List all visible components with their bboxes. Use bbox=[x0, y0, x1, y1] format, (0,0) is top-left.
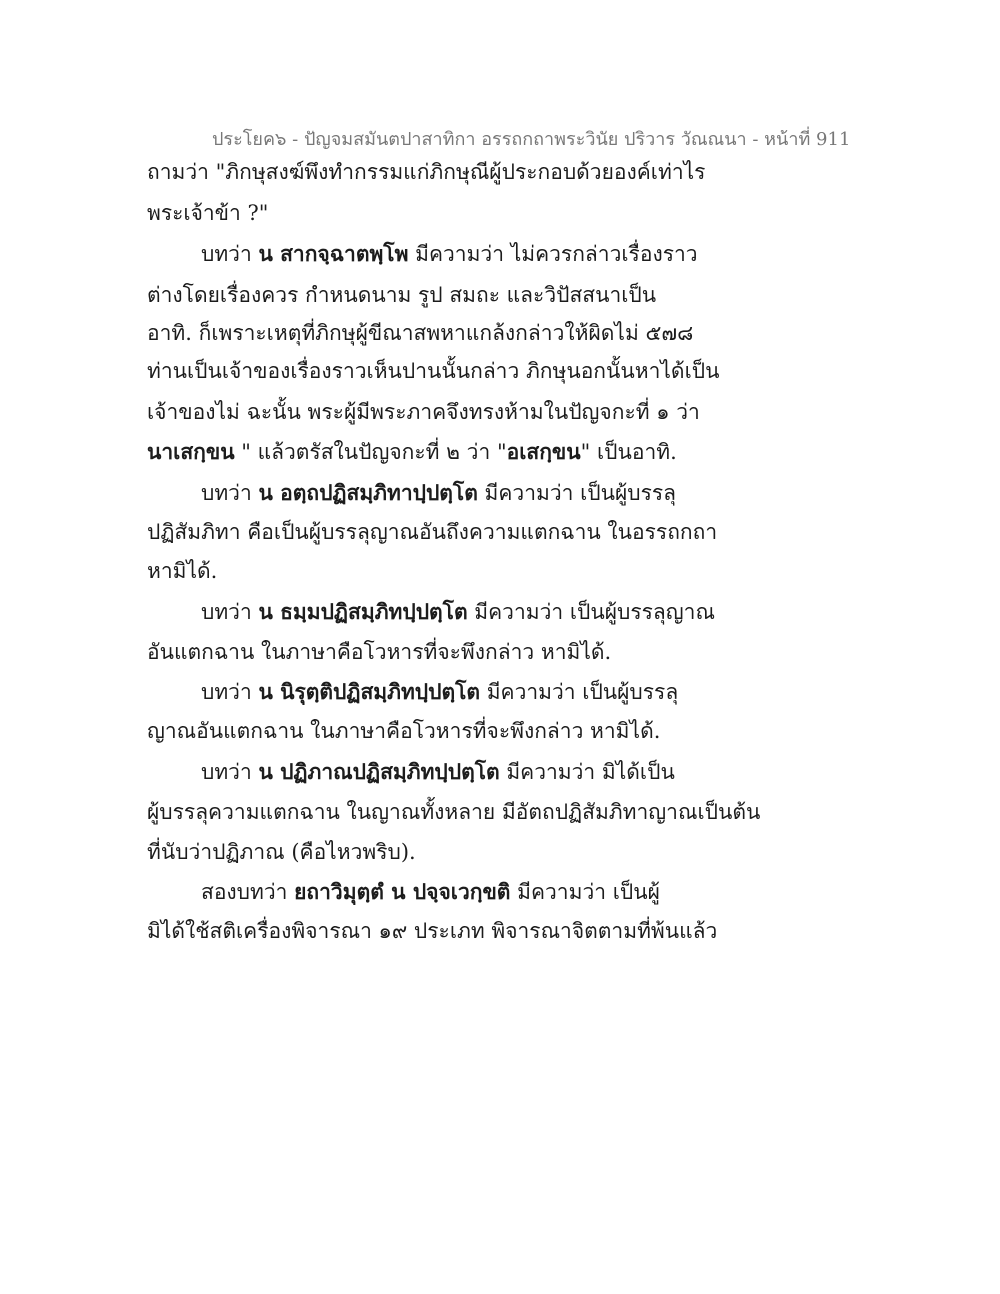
line-text: หามิได้. bbox=[147, 559, 218, 583]
line-text: " เป็นอาทิ. bbox=[580, 440, 677, 464]
text-line bbox=[201, 758, 675, 786]
text-line bbox=[147, 438, 677, 466]
pali-term: นาเสกฺขน bbox=[147, 439, 235, 464]
text-line bbox=[201, 598, 715, 626]
text-line bbox=[201, 878, 660, 906]
line-text: มิได้ใช้สติเครื่องพิจารณา ๑๙ ประเภท พิจารณาจิตตามที่พ้นแล้ว bbox=[147, 919, 718, 943]
text-line bbox=[201, 678, 678, 706]
text-line bbox=[147, 281, 656, 309]
line-text: บทว่า bbox=[201, 600, 259, 624]
line-text: ผู้บรรลุความแตกฉาน ในญาณทั้งหลาย มีอัตถปฏิสัมภิทาญาณเป็นต้น bbox=[147, 800, 761, 824]
line-text: พระเจ้าข้า ?" bbox=[147, 201, 269, 225]
text-line bbox=[147, 557, 217, 585]
pali-term: น สากจฺฉาตพฺโพ bbox=[258, 241, 409, 266]
text-line bbox=[201, 240, 698, 268]
pali-term: น ธมฺมปฏิสมฺภิทปฺปตฺโต bbox=[258, 599, 468, 624]
line-text: ถามว่า "ภิกษุสงฆ์พึงทำกรรมแก่ภิกษุณีผู้ประกอบด้วยองค์เท่าไร bbox=[147, 160, 706, 184]
line-text: เจ้าของไม่ ฉะนั้น พระผู้มีพระภาคจึงทรงห้ามในปัญจกะที่ ๑ ว่า bbox=[147, 400, 700, 424]
pali-term: ยถาวิมุตฺตํ น ปจฺจเวกฺขติ bbox=[294, 879, 511, 904]
text-line bbox=[147, 798, 760, 826]
line-text: ต่างโดยเรื่องควร กำหนดนาม รูป สมถะ และวิปัสสนาเป็น bbox=[147, 283, 657, 307]
text-line bbox=[147, 638, 611, 666]
pali-term: น อตฺถปฏิสมฺภิทาปฺปตฺโต bbox=[258, 480, 478, 505]
text-line bbox=[201, 479, 676, 507]
line-text: มีความว่า ไม่ควรกล่าวเรื่องราว bbox=[408, 242, 698, 266]
page-header: ประโยค๖ - ปัญจมสมันตปาสาทิกา อรรถกถาพระวินัย ปริวาร วัณณนา - หน้าที่ 911 bbox=[212, 129, 851, 150]
line-text: มีความว่า มิได้เป็น bbox=[499, 760, 675, 784]
line-text: มีความว่า เป็นผู้บรรลุ bbox=[480, 680, 679, 704]
text-line bbox=[147, 357, 719, 385]
pali-term: น นิรุตฺติปฏิสมฺภิทปฺปตฺโต bbox=[258, 679, 481, 704]
line-text: สองบทว่า bbox=[201, 880, 295, 904]
line-text: มีความว่า เป็นผู้บรรลุ bbox=[477, 481, 677, 505]
text-line bbox=[147, 518, 717, 546]
line-text: บทว่า bbox=[201, 680, 259, 704]
line-text: ปฏิสัมภิทา คือเป็นผู้บรรลุญาณอันถึงความแตกฉาน ในอรรถกถา bbox=[147, 520, 718, 544]
line-text: ที่นับว่าปฏิภาณ (คือไหวพริบ). bbox=[147, 840, 416, 864]
line-text: บทว่า bbox=[201, 760, 259, 784]
line-text: อันแตกฉาน ในภาษาคือโวหารที่จะพึงกล่าว หามิได้. bbox=[147, 640, 612, 664]
line-text: มีความว่า เป็นผู้ bbox=[510, 880, 660, 904]
pali-term: อเสกฺขน bbox=[506, 439, 581, 464]
line-text: " แล้วตรัสในปัญจกะที่ ๒ ว่า " bbox=[234, 440, 507, 464]
line-text: อาทิ. ก็เพราะเหตุที่ภิกษุผู้ขีณาสพหาแกล้งกล่าวให้ผิดไม่ ๕๗๘ bbox=[147, 321, 694, 345]
line-text: ท่านเป็นเจ้าของเรื่องราวเห็นปานนั้นกล่าว ภิกษุนอกนั้นหาได้เป็น bbox=[147, 359, 720, 383]
text-line bbox=[147, 917, 717, 945]
line-text: ญาณอันแตกฉาน ในภาษาคือโวหารที่จะพึงกล่าว หามิได้. bbox=[147, 719, 661, 743]
text-line bbox=[147, 158, 705, 186]
line-text: มีความว่า เป็นผู้บรรลุญาณ bbox=[467, 600, 715, 624]
line-text: บทว่า bbox=[201, 242, 259, 266]
text-line bbox=[147, 398, 700, 426]
text-line bbox=[147, 199, 268, 227]
pali-term: น ปฏิภาณปฏิสมฺภิทปฺปตฺโต bbox=[258, 759, 500, 784]
text-line bbox=[147, 319, 693, 347]
text-line bbox=[147, 717, 660, 745]
text-line bbox=[147, 838, 416, 866]
line-text: บทว่า bbox=[201, 481, 259, 505]
